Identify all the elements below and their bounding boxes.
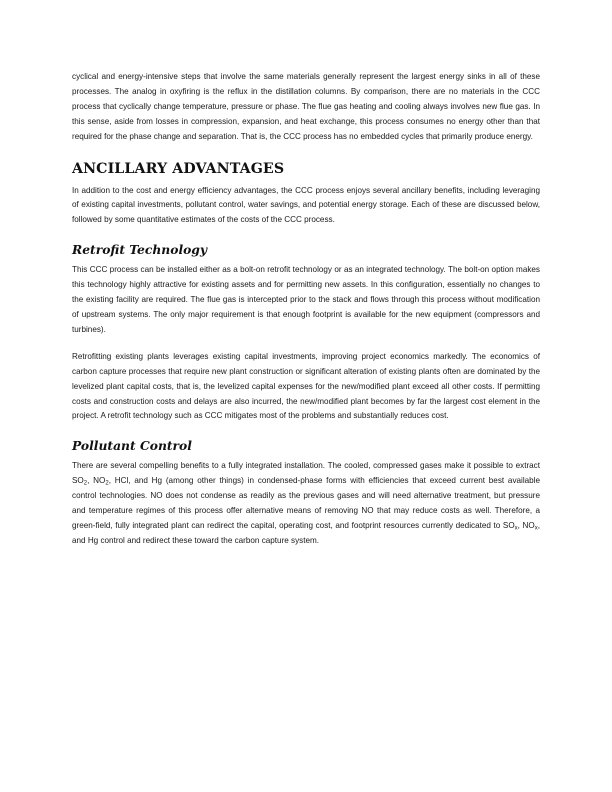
ancillary-paragraph: In addition to the cost and energy efficiency advantages, the CCC process enjoys several ancillary benefits, including leveraging of existing capital investments, pollutant control, water savings, and potential energy storage. Each of these are discussed below, followed by some quantitative estimates of the costs of the CCC process. bbox=[72, 185, 540, 225]
subscript-x: x bbox=[514, 525, 518, 532]
retrofit-paragraph-2: Retrofitting existing plants leverages existing capital investments, improving project economics markedly. The economics of carbon capture processes that require new plant construction or significant alteration of existing plants often are dominated by the levelized plant capital costs, that is, the levelized capital expenses for the new/modified plant exceed all other costs. If permitting costs and construction costs and delays are also incurred, the new/modified plant becomes by far the largest cost element in the project. A retrofit technology such as CCC mitigates most of the problems and substantially reduces cost. bbox=[72, 351, 540, 421]
pollutant-text-b: , NO bbox=[87, 476, 106, 486]
ancillary-advantages-heading: ANCILLARY ADVANTAGES bbox=[72, 160, 285, 177]
pollutant-text-d: , NO bbox=[517, 520, 535, 530]
subscript-2: 2 bbox=[83, 480, 88, 487]
intro-paragraph: cyclical and energy-intensive steps that involve the same materials generally represent the largest energy sinks in all of these processes. The analog in oxyfiring is the reflux in the distillation columns. By comparison, there are no materials in the CCC process that cyclically change temperature, pressure or phase. The flue gas heating and cooling always involves new flue gas. In this sense, aside from losses in compression, expansion, and heat exchange, this process consumes no energy other than that required for the phase change and separation. That is, the CCC process has no embedded cycles that primarily produce energy. bbox=[72, 72, 540, 141]
retrofit-technology-heading: Retrofit Technology bbox=[72, 242, 208, 258]
pollutant-text-a: There are several compelling benefits to a fully integrated installation. The cooled, compressed gases make it possible to extract SO bbox=[72, 461, 540, 486]
pollutant-paragraph bbox=[72, 459, 540, 548]
retrofit-paragraph-1: This CCC process can be installed either as a bolt-on retrofit technology or as an integrated technology. The bolt-on option makes this technology highly attractive for existing assets and for permitting new assets. In this configuration, essentially no changes to the existing facility are required. The flue gas is intercepted prior to the stack and flows through this process without modification of upstream systems. The only major requirement is that enough footprint is available for the new equipment (compressors and turbines). bbox=[72, 265, 540, 334]
pollutant-text-e: , and Hg control and redirect these toward the carbon capture system. bbox=[72, 520, 540, 545]
pollutant-text-c: , HCl, and Hg (among other things) in condensed-phase forms with efficiencies that exceed current best available control technologies. NO does not condense as readily as the previous gases and will need alternative treatment, but pressure and temperature regimes of this process offer alternative means of removing NO that may reduce costs as well. Therefore, a green-field, fully integrated plant can redirect the capital, operating cost, and footprint resources currently dedicated to SO bbox=[72, 476, 541, 530]
subscript-x: x bbox=[534, 525, 538, 532]
document-page bbox=[72, 70, 540, 549]
pollutant-control-heading: Pollutant Control bbox=[72, 438, 192, 454]
subscript-2: 2 bbox=[105, 480, 109, 487]
